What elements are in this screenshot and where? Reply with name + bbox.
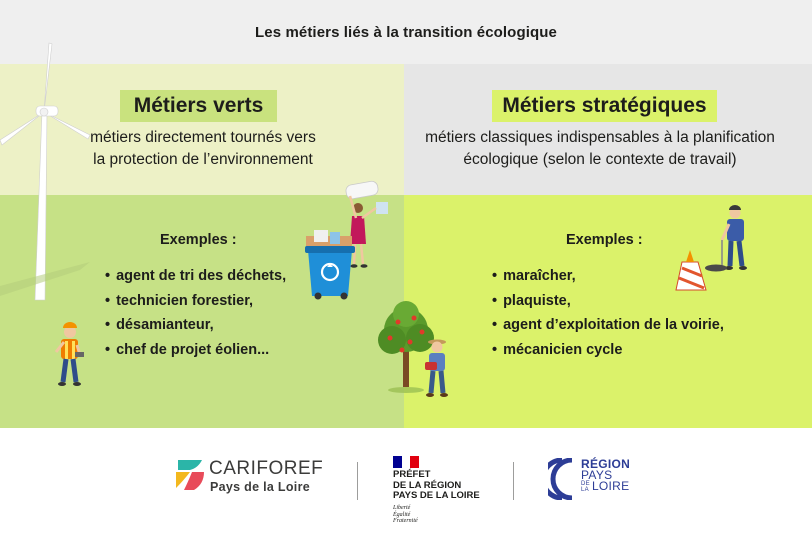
list-item: • plaquiste, [492, 289, 724, 314]
prefet-motto3: Fraternité [393, 518, 418, 524]
prefet-motto [393, 505, 418, 525]
prefet-line3: PAYS DE LA LOIRE [393, 490, 480, 501]
metiers-verts-label: Métiers verts [120, 90, 277, 122]
region-small1: DE [581, 481, 590, 487]
list-item: • agent de tri des déchets, [105, 264, 286, 289]
cariforef-name: CARIFOREF [209, 458, 324, 479]
metiers-verts-description-line1: métiers directement tournés vers [90, 129, 316, 146]
region-line3: LOIRE [591, 479, 630, 494]
metiers-strategiques-description-line1: métiers classiques indispensables à la planification [425, 129, 775, 146]
list-item: • mécanicien cycle [492, 338, 724, 363]
metiers-strategiques-examples-title: Exemples : [566, 232, 643, 248]
footer-divider [513, 462, 514, 500]
metiers-strategiques-description [418, 127, 782, 171]
metiers-strategiques-label: Métiers stratégiques [492, 90, 717, 122]
list-item: • maraîcher, [492, 264, 724, 289]
region-small-text [581, 481, 590, 493]
cariforef-subtitle: Pays de la Loire [210, 480, 310, 494]
title-bar [0, 0, 812, 64]
list-item: • chef de projet éolien... [105, 338, 286, 363]
list-item: • agent d’exploitation de la voirie, [492, 313, 724, 338]
list-item: • technicien forestier, [105, 289, 286, 314]
footer-divider [357, 462, 358, 500]
marianne-flag-icon [393, 456, 419, 468]
metiers-strategiques-description-line2: écologique (selon le contexte de travail) [463, 151, 737, 168]
region-logo-text [581, 459, 630, 493]
metiers-verts-description [62, 127, 344, 171]
metiers-verts-examples-title: Exemples : [160, 232, 237, 248]
region-logo-icon [548, 458, 578, 500]
prefet-motto2: Égalité [393, 511, 411, 518]
page-title: Les métiers liés à la transition écologique [255, 23, 557, 41]
prefet-line1: PRÉFET [393, 469, 431, 480]
region-line1: RÉGION [581, 457, 631, 471]
metiers-verts-examples-list [105, 264, 286, 362]
metiers-verts-description-line2: la protection de l’environnement [93, 151, 313, 168]
metiers-strategiques-examples-list [492, 264, 724, 362]
prefet-logo-text [393, 470, 480, 502]
prefet-line2: DE LA RÉGION [393, 479, 462, 491]
prefet-motto1: Liberté [393, 505, 411, 511]
region-line2: PAYS [581, 468, 613, 482]
list-item: • désamianteur, [105, 313, 286, 338]
cariforef-logo-icon [174, 458, 206, 492]
region-small2: LA [581, 487, 589, 493]
